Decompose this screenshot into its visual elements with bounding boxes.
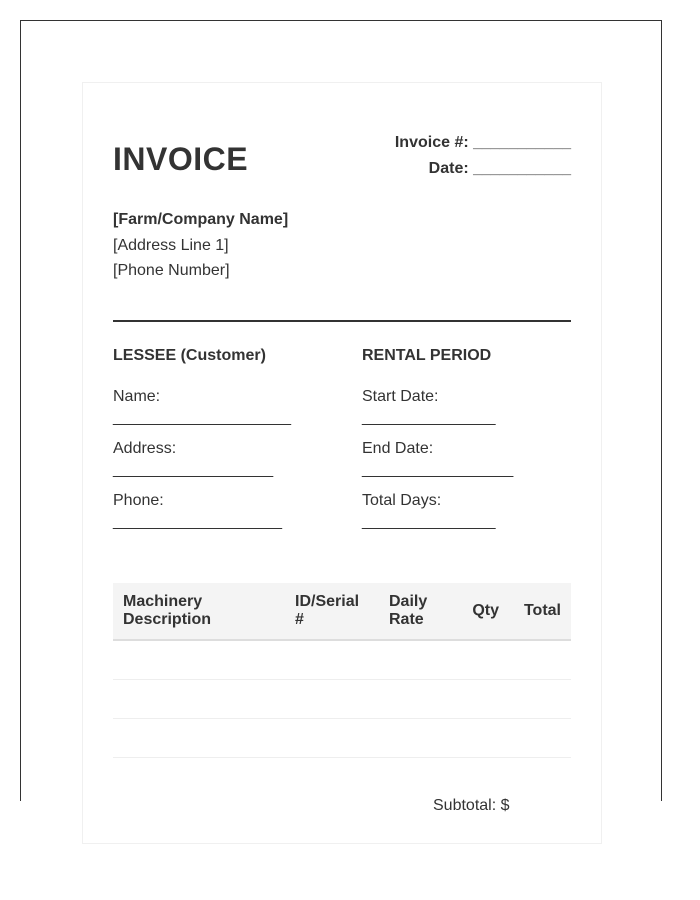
- lessee-name-blank: ____________________: [113, 409, 291, 426]
- header-rate-line1: Daily: [389, 593, 428, 610]
- company-name: [Farm/Company Name]: [113, 211, 289, 228]
- header-rate: [379, 583, 455, 640]
- rental-period-title: RENTAL PERIOD: [362, 347, 492, 364]
- document-viewport: [20, 20, 662, 814]
- table-header-row: [113, 583, 571, 640]
- table-row: [113, 640, 571, 680]
- lessee-name-label: Name:: [113, 388, 161, 405]
- total-days-blank: _______________: [362, 513, 496, 530]
- lessee-section: [113, 347, 291, 544]
- lessee-address-label: Address:: [113, 440, 177, 457]
- table-cell: [455, 680, 509, 719]
- table-cell: [509, 640, 571, 680]
- table-cell: [113, 640, 285, 680]
- header-total: Total: [509, 583, 571, 640]
- header-description-line1: Machinery: [123, 593, 203, 610]
- header-description: [113, 583, 285, 640]
- invoice-number-field: Invoice #: ___________: [394, 134, 571, 151]
- lessee-phone-blank: ___________________: [113, 513, 283, 530]
- company-block: [113, 211, 288, 287]
- table-cell: [113, 719, 285, 758]
- header-qty: Qty: [455, 583, 509, 640]
- machinery-table: [113, 583, 571, 758]
- header-serial-line2: #: [295, 611, 304, 628]
- invoice-meta: [395, 133, 571, 185]
- start-date-label: Start Date:: [362, 388, 439, 405]
- table-cell: [285, 680, 379, 719]
- invoice-title: INVOICE: [113, 141, 249, 177]
- header-description-line2: Description: [123, 611, 212, 628]
- invoice-sheet: [82, 82, 602, 844]
- section-divider: [113, 320, 571, 322]
- table-cell: [379, 640, 455, 680]
- lessee-phone-label: Phone:: [113, 492, 164, 509]
- table-cell: [455, 719, 509, 758]
- total-days-label: Total Days:: [362, 492, 442, 509]
- table-cell: [509, 719, 571, 758]
- company-phone: [Phone Number]: [113, 262, 230, 279]
- table-cell: [285, 640, 379, 680]
- table-cell: [455, 640, 509, 680]
- table-cell: [379, 719, 455, 758]
- lessee-address-blank: __________________: [113, 461, 274, 478]
- table-row: [113, 680, 571, 719]
- header-serial: [285, 583, 379, 640]
- table-cell: [113, 680, 285, 719]
- table-cell: [379, 680, 455, 719]
- header-rate-line2: Rate: [389, 611, 424, 628]
- invoice-date-field: Date: ___________: [428, 160, 571, 177]
- subtotal-label: Subtotal: $: [433, 797, 510, 814]
- invoice-content: [113, 83, 571, 843]
- lessee-title: LESSEE (Customer): [113, 347, 266, 364]
- start-date-blank: _______________: [362, 409, 496, 426]
- table-cell: [509, 680, 571, 719]
- table-row: [113, 719, 571, 758]
- company-address: [Address Line 1]: [113, 237, 229, 254]
- end-date-blank: _________________: [362, 461, 514, 478]
- header-serial-line1: ID/Serial: [295, 593, 360, 610]
- rental-period-section: [362, 347, 513, 544]
- end-date-label: End Date:: [362, 440, 434, 457]
- table-cell: [285, 719, 379, 758]
